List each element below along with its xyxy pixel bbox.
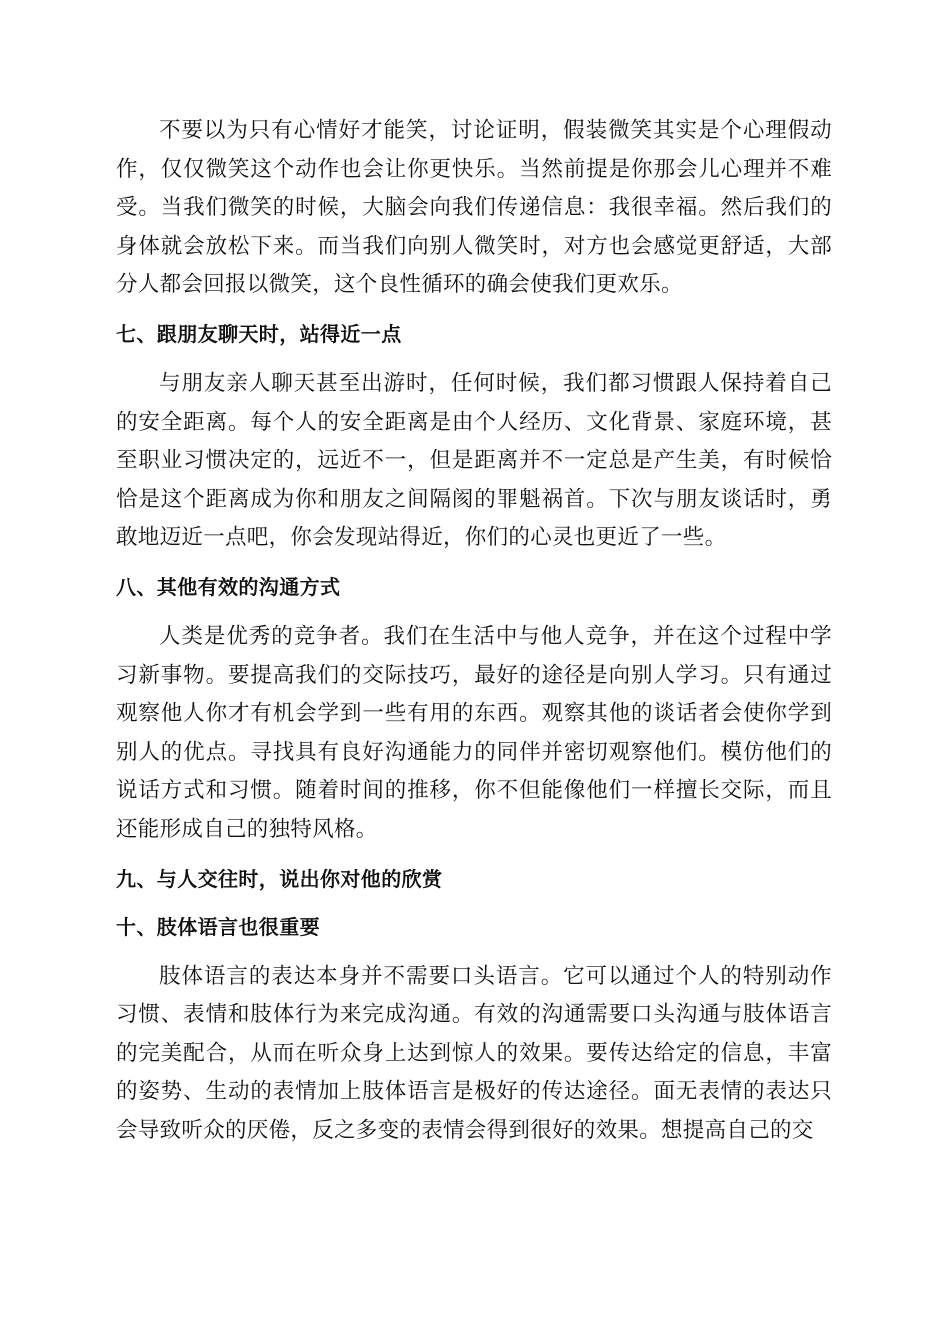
heading-stand-closer: 七、跟朋友聊天时，站得近一点 [116,321,402,346]
paragraph-other-communication: 人类是优秀的竞争者。我们在生活中与他人竞争，并在这个过程中学习新事物。要提高我们的交际技巧，最好的途径是向别人学习。只有通过观察他人你才有机会学到一些有用的东西。观察其他的谈话者会使你学到别人的优点。寻找具有良好沟通能力的同伴并密切观察他们。模仿他们的说话方式和习惯。随着时间的推移，你不但能像他们一样擅长交际，而且还能形成自己的独特风格。 [116,623,832,842]
heading-other-communication: 八、其他有效的沟通方式 [116,574,341,599]
paragraph-smile: 不要以为只有心情好才能笑，讨论证明，假装微笑其实是个心理假动作，仅仅微笑这个动作也会让你更快乐。当然前提是你那会儿心理并不难受。当我们微笑的时候，大脑会向我们传递信息：我很幸福。然后我们的身体就会放松下来。而当我们向别人微笑时，对方也会感觉更舒适，大部分人都会回报以微笑，这个良性循环的确会使我们更欢乐。 [116,118,832,298]
heading-body-language: 十、肢体语言也很重要 [116,914,320,939]
heading-express-appreciation: 九、与人交往时，说出你对他的欣赏 [116,866,443,891]
paragraph-body-language: 肢体语言的表达本身并不需要口头语言。它可以通过个人的特别动作习惯、表情和肢体行为来完成沟通。有效的沟通需要口头沟通与肢体语言的完美配合，从而在听众身上达到惊人的效果。要传达给定的信息，丰富的姿势、生动的表情加上肢体语言是极好的传达途径。面无表情的表达只会导致听众的厌倦，反之多变的表情会得到很好的效果。想提高自己的交 [116,963,832,1143]
paragraph-stand-closer: 与朋友亲人聊天甚至出游时，任何时候，我们都习惯跟人保持着自己的安全距离。每个人的安全距离是由个人经历、文化背景、家庭环境，甚至职业习惯决定的，远近不一，但是距离并不一定总是产生美，有时候恰恰是这个距离成为你和朋友之间隔阂的罪魁祸首。下次与朋友谈话时，勇敢地迈近一点吧，你会发现站得近，你们的心灵也更近了一些。 [116,370,832,551]
document-page [116,112,832,1150]
